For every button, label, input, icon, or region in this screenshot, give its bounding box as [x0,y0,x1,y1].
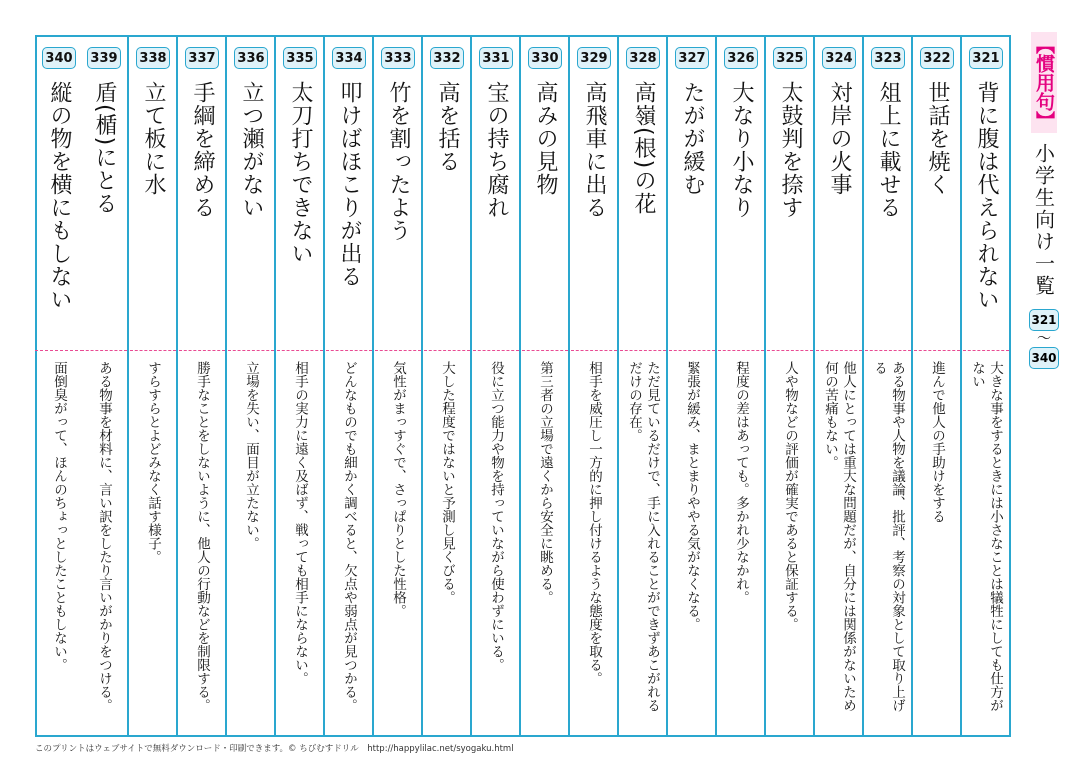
idiom-text: 高みの見物 [533,81,558,196]
idiom-column [228,37,276,735]
idiom-column [375,37,423,735]
item-number: 336 [234,47,268,69]
range-separator: ～ [1037,331,1051,347]
meaning-text: どんなものでも細かく調べると、欠点や弱点が見つかる。 [341,361,357,712]
idiom-text: 高を括る [435,81,460,173]
meaning-text: 気性がまっすぐで、さっぱりとした性格。 [390,361,406,618]
idiom-column [130,37,178,735]
idiom-text: 太鼓判を捺す [778,81,803,219]
meaning-text: 立場を失い、面目が立たない。 [243,361,259,550]
item-number: 333 [381,47,415,69]
dashed-divider [228,350,274,351]
idiom-column [35,37,83,735]
idiom-text: 手綱を締める [190,81,215,219]
item-number: 337 [185,47,219,69]
meaning-text: 大きな事をするときには小さなことは犠牲にしても仕方がない [969,361,1003,712]
meaning-text: 程度の差はあっても。多かれ少なかれ。 [733,361,749,604]
idiom-text: 叩けばほこりが出る [337,81,362,288]
meaning-text: ある物事を材料に、言い訳をしたり言いがかりをつける。 [96,361,112,712]
idiom-column [81,37,129,735]
item-number: 327 [675,47,709,69]
item-number: 331 [479,47,513,69]
idiom-text: 立て板に水 [141,81,166,196]
meaning-text: 相手を威圧し一方的に押し付けるような態度を取る。 [586,361,602,685]
meaning-text: 第三者の立場で遠くから安全に眺める。 [537,361,553,604]
meaning-text: 役に立つ能力や物を持っていながら使わずにいる。 [488,361,504,672]
idiom-column [718,37,766,735]
meaning-text: 緊張が緩み、まとまりややる気がなくなる。 [684,361,700,631]
item-number: 321 [969,47,1003,69]
idiom-text: 大なり小なり [729,81,754,219]
meaning-text: すらすらとよどみなく話す様子。 [145,361,161,564]
idiom-text: 背に腹は代えられない [974,81,999,311]
idiom-text: 高嶺(根)の花 [631,81,656,216]
item-number: 335 [283,47,317,69]
dashed-divider [522,350,568,351]
category-label: 【慣用句】 [1031,32,1057,133]
idiom-text: たがが緩む [680,81,705,196]
dashed-divider [424,350,470,351]
idiom-text: 対岸の火事 [827,81,852,196]
idiom-table [35,35,1011,737]
dashed-divider [277,350,323,351]
idiom-column [816,37,864,735]
dashed-divider [130,350,176,351]
dashed-divider [620,350,666,351]
dashed-divider [179,350,225,351]
dashed-divider [375,350,421,351]
dashed-divider [865,350,911,351]
idiom-text: 竹を割ったよう [386,81,411,242]
item-number: 330 [528,47,562,69]
idiom-text: 世話を焼く [925,81,950,196]
idiom-text: 宝の持ち腐れ [484,81,509,219]
item-number: 323 [871,47,905,69]
meaning-text: 相手の実力に遠く及ばず、戦っても相手にならない。 [292,361,308,685]
idiom-text: 高飛車に出る [582,81,607,219]
dashed-divider [473,350,519,351]
item-number: 334 [332,47,366,69]
meaning-text: 他人にとっては重大な問題だが、自分には関係がないため何の苦痛もない。 [822,361,856,712]
dashed-divider [81,350,127,351]
idiom-column [179,37,227,735]
item-number: 325 [773,47,807,69]
meaning-text: 大した程度ではないと予測し見くびる。 [439,361,455,604]
dashed-divider [963,350,1009,351]
idiom-column [620,37,668,735]
idiom-text: 太刀打ちできない [288,81,313,265]
idiom-text: 俎上に載せる [876,81,901,219]
dashed-divider [571,350,617,351]
idiom-column [767,37,815,735]
meaning-text: 面倒臭がって、ほんのちょっとしたこともしない。 [51,361,67,672]
dashed-divider [816,350,862,351]
idiom-column [326,37,374,735]
idiom-column [865,37,913,735]
idiom-column [424,37,472,735]
dashed-divider [669,350,715,351]
range-start-badge: 321 [1029,309,1059,331]
idiom-column [473,37,521,735]
meaning-text: ある物事や人物を議論、批評、考察の対象として取り上げる [871,361,905,712]
idiom-text: 立つ瀬がない [239,81,264,219]
item-number: 338 [136,47,170,69]
idiom-column [522,37,570,735]
item-number: 332 [430,47,464,69]
page-title: 小学生向け一覧 [1031,143,1056,297]
item-number: 324 [822,47,856,69]
item-number: 340 [42,47,76,69]
idiom-column [571,37,619,735]
idiom-text: 盾(楯)にとる [92,81,117,216]
idiom-column [914,37,962,735]
idiom-column [963,37,1011,735]
item-number: 339 [87,47,121,69]
meaning-text: ただ見ているだけで、手に入れることができずあこがれるだけの存在。 [626,361,660,712]
meaning-text: 勝手なことをしないように、他人の行動などを制限する。 [194,361,210,712]
dashed-divider [767,350,813,351]
dashed-divider [914,350,960,351]
dashed-divider [326,350,372,351]
item-number: 329 [577,47,611,69]
dashed-divider [718,350,764,351]
range-end-badge: 340 [1029,347,1059,369]
item-number: 328 [626,47,660,69]
meaning-text: 人や物などの評価が確実であると保証する。 [782,361,798,631]
item-number: 326 [724,47,758,69]
idiom-column [277,37,325,735]
meaning-text: 進んで他人の手助けをする [929,361,945,523]
item-number: 322 [920,47,954,69]
footer-note: このプリントはウェブサイトで無料ダウンロード・印刷できます。© ちびむすドリル http://happylilac.net/syogaku.html [35,744,514,754]
dashed-divider [35,350,83,351]
page-header [1024,32,1064,369]
idiom-column [669,37,717,735]
idiom-text: 縦の物を横にもしない [47,81,72,311]
